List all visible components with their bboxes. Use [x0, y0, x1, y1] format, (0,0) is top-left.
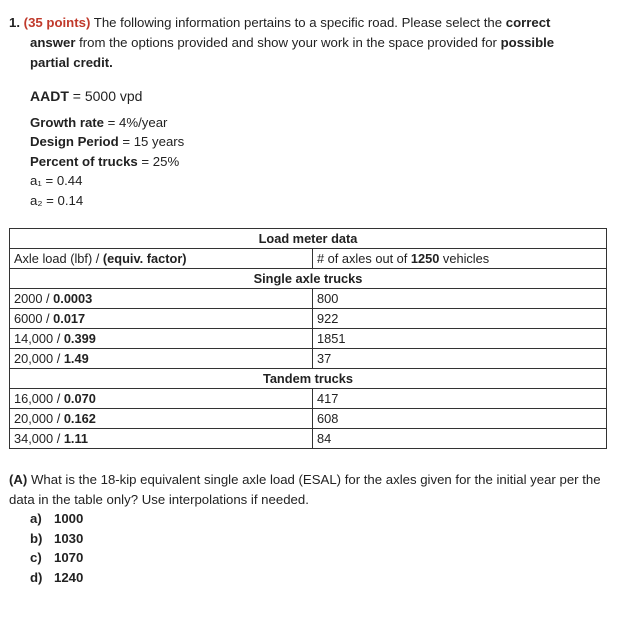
table-row — [10, 429, 607, 449]
table-header-row — [10, 249, 607, 269]
section-single-axle: Single axle trucks — [10, 269, 607, 289]
answer-options — [30, 509, 83, 587]
single-load-0 — [10, 289, 313, 309]
load-value: 20,000 / — [14, 411, 64, 426]
option-d[interactable] — [30, 568, 83, 588]
tandem-load-1 — [10, 409, 313, 429]
tandem-count-2: 84 — [313, 429, 607, 449]
load-value: 14,000 / — [14, 331, 64, 346]
col2-bold: 1250 — [410, 251, 440, 266]
single-count-2: 1851 — [313, 329, 607, 349]
table-row — [10, 409, 607, 429]
col2-tail: vehicles — [439, 251, 490, 266]
col2-plain: # of axles out of — [317, 251, 411, 266]
param-design — [30, 132, 184, 152]
factor-value: 0.0003 — [53, 291, 93, 306]
factor-value: 0.070 — [63, 391, 96, 406]
table-row — [10, 309, 607, 329]
option-value: 1000 — [54, 511, 84, 526]
table-row — [10, 289, 607, 309]
table-row — [10, 349, 607, 369]
section-row-single — [10, 269, 607, 289]
single-count-0: 800 — [313, 289, 607, 309]
col-header-axles — [313, 249, 607, 269]
option-value: 1070 — [54, 550, 84, 565]
param-design-value: = 15 years — [118, 134, 185, 149]
part-a-question — [9, 470, 609, 510]
question-bold-answer: answer — [30, 35, 76, 50]
col1-bold: (equiv. factor) — [102, 251, 187, 266]
question-bold-partial: partial credit. — [30, 55, 113, 70]
option-key: a) — [30, 511, 42, 526]
param-aadt — [30, 87, 184, 107]
table-title-row — [10, 229, 607, 249]
option-key: d) — [30, 569, 43, 585]
param-aadt-label: AADT — [30, 88, 69, 104]
param-aadt-value: = 5000 vpd — [68, 88, 143, 104]
single-count-3: 37 — [313, 349, 607, 369]
param-trucks-label: Percent of trucks — [30, 153, 138, 169]
option-b[interactable] — [30, 529, 83, 549]
section-tandem: Tandem trucks — [10, 369, 607, 389]
part-a-label: (A) — [9, 472, 28, 487]
param-growth-label: Growth rate — [30, 114, 105, 130]
question-bold-possible: possible — [500, 35, 555, 50]
load-meter-table — [9, 228, 607, 449]
load-value: 6000 / — [14, 311, 54, 326]
option-key: c) — [30, 550, 42, 565]
single-count-1: 922 — [313, 309, 607, 329]
section-row-tandem — [10, 369, 607, 389]
param-growth-value: = 4%/year — [104, 114, 168, 130]
table-row — [10, 389, 607, 409]
param-a1: a₁ = 0.44 — [30, 173, 83, 188]
question-text-1: The following information pertains to a specific road. Please select the — [90, 15, 506, 30]
load-value: 34,000 / — [14, 431, 64, 446]
tandem-load-0 — [10, 389, 313, 409]
param-a2: a₂ = 0.14 — [30, 192, 84, 208]
part-a-text: What is the 18-kip equivalent single axle load (ESAL) for the axles given for the initial year per the data in the table only? Use interpolations if needed. — [9, 472, 601, 507]
tandem-load-2 — [10, 429, 313, 449]
load-value: 2000 / — [14, 291, 54, 306]
option-value: 1030 — [54, 530, 84, 546]
option-c[interactable] — [30, 548, 83, 568]
option-a[interactable] — [30, 509, 83, 529]
tandem-count-1: 608 — [313, 409, 607, 429]
factor-value: 0.162 — [63, 411, 96, 426]
param-trucks-value: = 25% — [137, 153, 180, 169]
question-number: 1. — [9, 15, 20, 30]
option-key: b) — [30, 530, 43, 546]
load-value: 16,000 / — [14, 391, 64, 406]
option-value: 1240 — [54, 569, 84, 585]
factor-value: 0.017 — [53, 311, 86, 326]
question-points: (35 points) — [23, 15, 91, 30]
factor-value: 1.49 — [63, 351, 89, 366]
single-load-1 — [10, 309, 313, 329]
col1-plain: Axle load (lbf) / — [14, 251, 103, 266]
factor-value: 1.11 — [63, 431, 89, 446]
param-design-label: Design Period — [30, 134, 119, 149]
question-text-3: from the options provided and show your work in the space provided for — [75, 35, 501, 50]
table-title: Load meter data — [10, 229, 607, 249]
tandem-count-0: 417 — [313, 389, 607, 409]
col-header-axle-load — [10, 249, 313, 269]
single-load-2 — [10, 329, 313, 349]
question-bold-correct: correct — [505, 15, 551, 30]
single-load-3 — [10, 349, 313, 369]
factor-value: 0.399 — [63, 331, 96, 346]
load-value: 20,000 / — [14, 351, 64, 366]
parameters-block — [30, 87, 184, 210]
table-row — [10, 329, 607, 349]
param-trucks — [30, 152, 184, 172]
param-growth — [30, 113, 184, 133]
question-header — [9, 13, 609, 73]
